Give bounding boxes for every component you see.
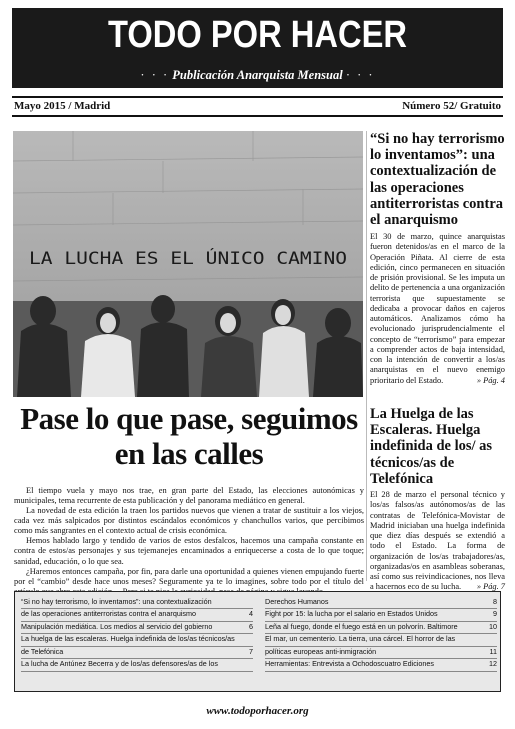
toc-item-page: 7 bbox=[249, 646, 253, 656]
toc-item[interactable] bbox=[21, 609, 253, 621]
toc-item-title: El mar, un cementerio. La tierra, una cárcel. El horror de las bbox=[265, 634, 456, 644]
toc-item[interactable] bbox=[265, 647, 497, 659]
toc-item-page bbox=[239, 598, 253, 606]
masthead bbox=[12, 8, 503, 88]
toc-item-page: 12 bbox=[489, 659, 497, 669]
toc-item[interactable] bbox=[21, 597, 253, 609]
side-article-1-more-link[interactable]: » Pág. 4 bbox=[476, 375, 505, 385]
toc-item[interactable] bbox=[265, 597, 497, 609]
side-article-2-more-link[interactable]: » Pág. 7 bbox=[476, 582, 505, 592]
toc-right-column bbox=[265, 597, 497, 672]
toc-item-page bbox=[483, 635, 497, 643]
toc-item-page: 9 bbox=[493, 609, 497, 619]
subtitle-dots-left: · · · bbox=[140, 68, 170, 82]
toc-item-title: políticas europeas anti-inmigración bbox=[265, 646, 377, 656]
side-article-2-headline[interactable]: La Huelga de las Escaleras. Huelga indefinida de los/ as técnicos/as de Telefónica bbox=[370, 406, 493, 487]
main-paragraph: El tiempo vuela y mayo nos trae, en gran parte del Estado, las elecciones autonómicas y municipales, tema recurrente de esta publicación y del panorama mediático en general. bbox=[14, 486, 364, 506]
main-article-body bbox=[14, 486, 364, 607]
side-article-2-body bbox=[370, 490, 505, 593]
issue-number: Número 52/ Gratuito bbox=[402, 100, 501, 112]
toc-item-title: Fight por 15: la lucha por el salario en Estados Unidos bbox=[265, 609, 438, 619]
side-article-1-body bbox=[370, 232, 505, 386]
subtitle-text: Publicación Anarquista Mensual bbox=[172, 68, 343, 82]
toc-item-page: 10 bbox=[489, 621, 497, 631]
toc-item-page: 6 bbox=[249, 621, 253, 631]
toc-item-page: 8 bbox=[493, 597, 497, 606]
subtitle-dots-right: · · · bbox=[345, 68, 375, 82]
main-paragraph: ¿Haremos entonces campaña, por fin, para darle una oportunidad a quienes vienen empujando fuerte por el “cambio” desde hace unos meses? Seguramente ya te lo imagines, sobre todo por el título del bbox=[14, 566, 364, 586]
toc-item-page bbox=[239, 635, 253, 643]
toc-item[interactable] bbox=[265, 634, 497, 646]
side-article-1-headline[interactable]: “Si no hay terrorismo lo inventamos”: una contextualización de las operaciones antiterroristas contra el anarquismo bbox=[370, 131, 505, 229]
protest-photo-illustration bbox=[13, 131, 363, 397]
toc-item-page bbox=[239, 660, 253, 668]
toc-item[interactable] bbox=[21, 659, 253, 671]
publication-subtitle bbox=[12, 68, 503, 83]
main-paragraph: La novedad de esta edición la traen los partidos nuevos que vienen a tratar de sustituir a los viejos, cada vez más salpicados por distintos escándalos económicos y chanchullos varios, que percibimos como más sangrantes en el contexto actual de crisis económica. bbox=[14, 506, 364, 536]
main-headline[interactable]: Pase lo que pase, seguimos en las calles bbox=[20, 401, 358, 471]
toc-item-title: Leña al fuego, donde el fuego está en un polvorín. Baltimore bbox=[265, 621, 458, 631]
toc-item[interactable] bbox=[265, 609, 497, 621]
toc-item[interactable] bbox=[21, 634, 253, 646]
toc-item-title: La lucha de Antúnez Becerra y de los/as defensores/as de los bbox=[21, 659, 218, 669]
publication-title: TODO POR HACER bbox=[107, 14, 407, 56]
website-link[interactable]: www.todoporhacer.org bbox=[206, 705, 309, 717]
toc-item-title: Manipulación mediática. Los medios al servicio del gobierno bbox=[21, 621, 213, 631]
column-divider bbox=[366, 131, 367, 581]
toc-item[interactable] bbox=[21, 647, 253, 659]
toc-item[interactable] bbox=[21, 622, 253, 634]
toc-item-page: 4 bbox=[249, 609, 253, 619]
toc-item-title: Herramientas: Entrevista a Ochodoscuatro Ediciones bbox=[265, 659, 434, 669]
toc-item-page: 11 bbox=[489, 646, 497, 656]
toc-item-title: Derechos Humanos bbox=[265, 597, 329, 606]
toc-item-title: de las operaciones antiterroristas contra el anarquismo bbox=[21, 609, 196, 619]
issue-date: Mayo 2015 / Madrid bbox=[14, 100, 111, 112]
side-article-1-text: El 30 de marzo, quince anarquistas fueron detenidos/as en el marco de la Operación Piñata. Al cierre de esta edición, cinco permanecen en situación de prisión provisional. Se les imputa un delito de pertenencia a una organización terrorista que supuestamente se dedicaba a provocar daños en cajeros automáticos. Analizamos cómo ha evolucionado jurisprudencialmente el concepto de “terrorismo” para empezar a comprender actos de baja intensidad, con la intención de convertir a los/as anarquistas en el nuevo enemigo prioritario del Estado. bbox=[370, 232, 505, 385]
side-article-2-text: El 28 de marzo el personal técnico y los/as falsos/as autónomos/as de las contratas de Telefónica-Movistar de Madrid iniciaban una huelga indefinida que diez días después se extendió a todo el Estado. La forma de organización de los/as trabajadores/as, organizadas/os en asambleas soberanas, así como sus reivindicaciones, nos lleva a hacernos eco de su lucha. bbox=[370, 490, 505, 592]
toc-item-title: de Telefónica bbox=[21, 646, 64, 656]
toc-item-title: La huelga de las escaleras. Huelga indefinida de los/as técnicos/as bbox=[21, 634, 235, 644]
top-rule bbox=[12, 96, 503, 98]
toc-item[interactable] bbox=[265, 659, 497, 671]
toc-item-title: “Si no hay terrorismo, lo inventamos”: una contextualización bbox=[21, 597, 212, 606]
cover-photo bbox=[13, 131, 363, 397]
table-of-contents bbox=[14, 591, 501, 692]
main-paragraph: Hemos hablado largo y tendido de varios de estos desfalcos, hacemos una campaña constante en contra de estos/as personajes y sus tejemanejes encaminados a enriquecerse a costa de lo que toque; sanidad, educación, o lo que sea. bbox=[14, 536, 364, 566]
wall-graffiti: LA LUCHA ES EL ÚNICO CAMINO bbox=[29, 249, 306, 269]
toc-item[interactable] bbox=[265, 622, 497, 634]
issue-rule bbox=[12, 115, 503, 117]
toc-left-column bbox=[21, 597, 253, 672]
